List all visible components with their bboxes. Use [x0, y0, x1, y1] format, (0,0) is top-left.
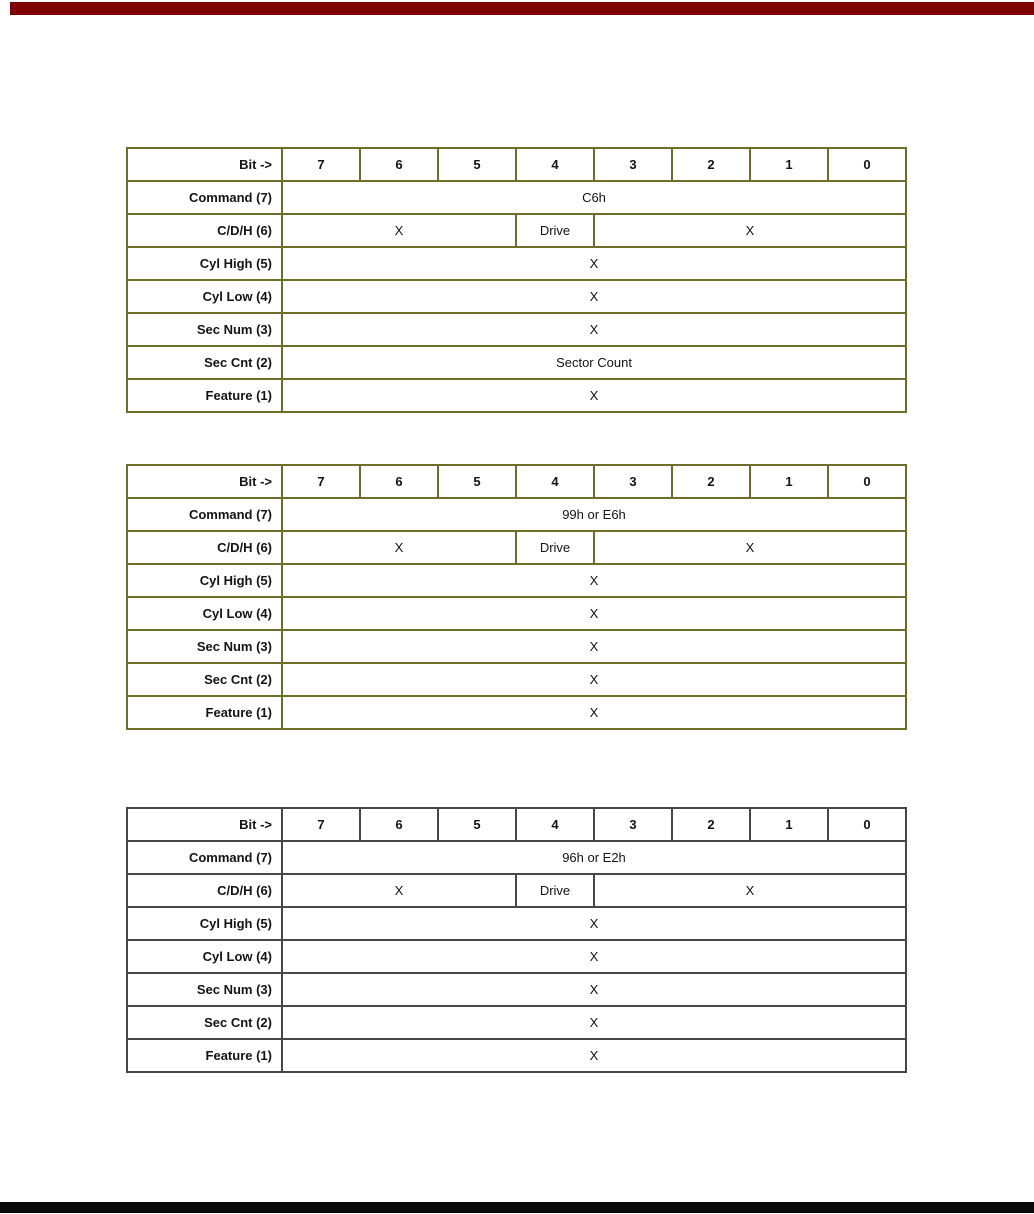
register-row-label: Feature (1): [127, 1039, 282, 1072]
register-value-cell: Drive: [516, 531, 594, 564]
register-row-label: Command (7): [127, 181, 282, 214]
bit-number-cell: 7: [282, 465, 360, 498]
register-row-label: Feature (1): [127, 379, 282, 412]
command-register-table-96h-e2h: [126, 807, 907, 1073]
register-row-label: C/D/H (6): [127, 214, 282, 247]
bit-number-cell: 3: [594, 465, 672, 498]
bit-number-cell: 1: [750, 465, 828, 498]
register-value-cell: X: [282, 907, 906, 940]
register-value-cell: X: [594, 214, 906, 247]
bit-number-cell: 1: [750, 808, 828, 841]
register-value-cell: X: [282, 214, 516, 247]
bottom-page-border-bar: [0, 1202, 1034, 1213]
register-row-label: Cyl High (5): [127, 247, 282, 280]
bit-number-cell: 2: [672, 465, 750, 498]
bit-number-cell: 3: [594, 148, 672, 181]
register-row-label: Sec Cnt (2): [127, 346, 282, 379]
register-value-cell: X: [282, 280, 906, 313]
register-value-cell: X: [282, 379, 906, 412]
register-value-cell: X: [282, 531, 516, 564]
command-register-table-c6h: [126, 147, 907, 413]
register-value-cell: Drive: [516, 214, 594, 247]
register-row-label: C/D/H (6): [127, 531, 282, 564]
register-value-cell: 99h or E6h: [282, 498, 906, 531]
bit-number-cell: 5: [438, 465, 516, 498]
bit-number-cell: 7: [282, 148, 360, 181]
register-row-label: Cyl Low (4): [127, 280, 282, 313]
bit-header-label: Bit ->: [127, 148, 282, 181]
register-value-cell: X: [594, 531, 906, 564]
bit-number-cell: 4: [516, 148, 594, 181]
register-value-cell: X: [282, 940, 906, 973]
bit-number-cell: 6: [360, 465, 438, 498]
bit-number-cell: 2: [672, 148, 750, 181]
register-row-label: Sec Num (3): [127, 313, 282, 346]
bit-number-cell: 4: [516, 465, 594, 498]
register-row-label: Sec Num (3): [127, 973, 282, 1006]
register-value-cell: X: [282, 630, 906, 663]
register-value-cell: X: [282, 874, 516, 907]
register-row-label: Sec Cnt (2): [127, 1006, 282, 1039]
register-value-cell: X: [282, 247, 906, 280]
register-value-cell: C6h: [282, 181, 906, 214]
register-value-cell: X: [282, 1039, 906, 1072]
register-value-cell: X: [282, 313, 906, 346]
bit-number-cell: 5: [438, 808, 516, 841]
bit-header-label: Bit ->: [127, 808, 282, 841]
register-value-cell: Drive: [516, 874, 594, 907]
register-row-label: Cyl High (5): [127, 564, 282, 597]
register-row-label: Sec Num (3): [127, 630, 282, 663]
register-value-cell: X: [282, 597, 906, 630]
register-value-cell: X: [282, 564, 906, 597]
register-value-cell: X: [282, 696, 906, 729]
bit-number-cell: 5: [438, 148, 516, 181]
register-row-label: Command (7): [127, 841, 282, 874]
bit-number-cell: 1: [750, 148, 828, 181]
register-value-cell: 96h or E2h: [282, 841, 906, 874]
command-table-c6h: [126, 147, 906, 413]
bit-number-cell: 2: [672, 808, 750, 841]
register-value-cell: X: [282, 1006, 906, 1039]
command-register-table-99h-e6h: [126, 464, 907, 730]
register-row-label: C/D/H (6): [127, 874, 282, 907]
bit-number-cell: 0: [828, 148, 906, 181]
register-row-label: Cyl High (5): [127, 907, 282, 940]
command-table-99h-e6h: [126, 464, 906, 730]
bit-number-cell: 6: [360, 808, 438, 841]
register-value-cell: X: [594, 874, 906, 907]
bit-number-cell: 0: [828, 465, 906, 498]
register-row-label: Command (7): [127, 498, 282, 531]
register-value-cell: X: [282, 663, 906, 696]
bit-number-cell: 7: [282, 808, 360, 841]
command-table-96h-e2h: [126, 807, 906, 1073]
register-row-label: Cyl Low (4): [127, 597, 282, 630]
register-value-cell: Sector Count: [282, 346, 906, 379]
register-value-cell: X: [282, 973, 906, 1006]
bit-number-cell: 4: [516, 808, 594, 841]
bit-number-cell: 3: [594, 808, 672, 841]
register-row-label: Feature (1): [127, 696, 282, 729]
register-row-label: Cyl Low (4): [127, 940, 282, 973]
top-page-border-bar: [10, 2, 1034, 15]
bit-number-cell: 6: [360, 148, 438, 181]
register-row-label: Sec Cnt (2): [127, 663, 282, 696]
bit-header-label: Bit ->: [127, 465, 282, 498]
bit-number-cell: 0: [828, 808, 906, 841]
